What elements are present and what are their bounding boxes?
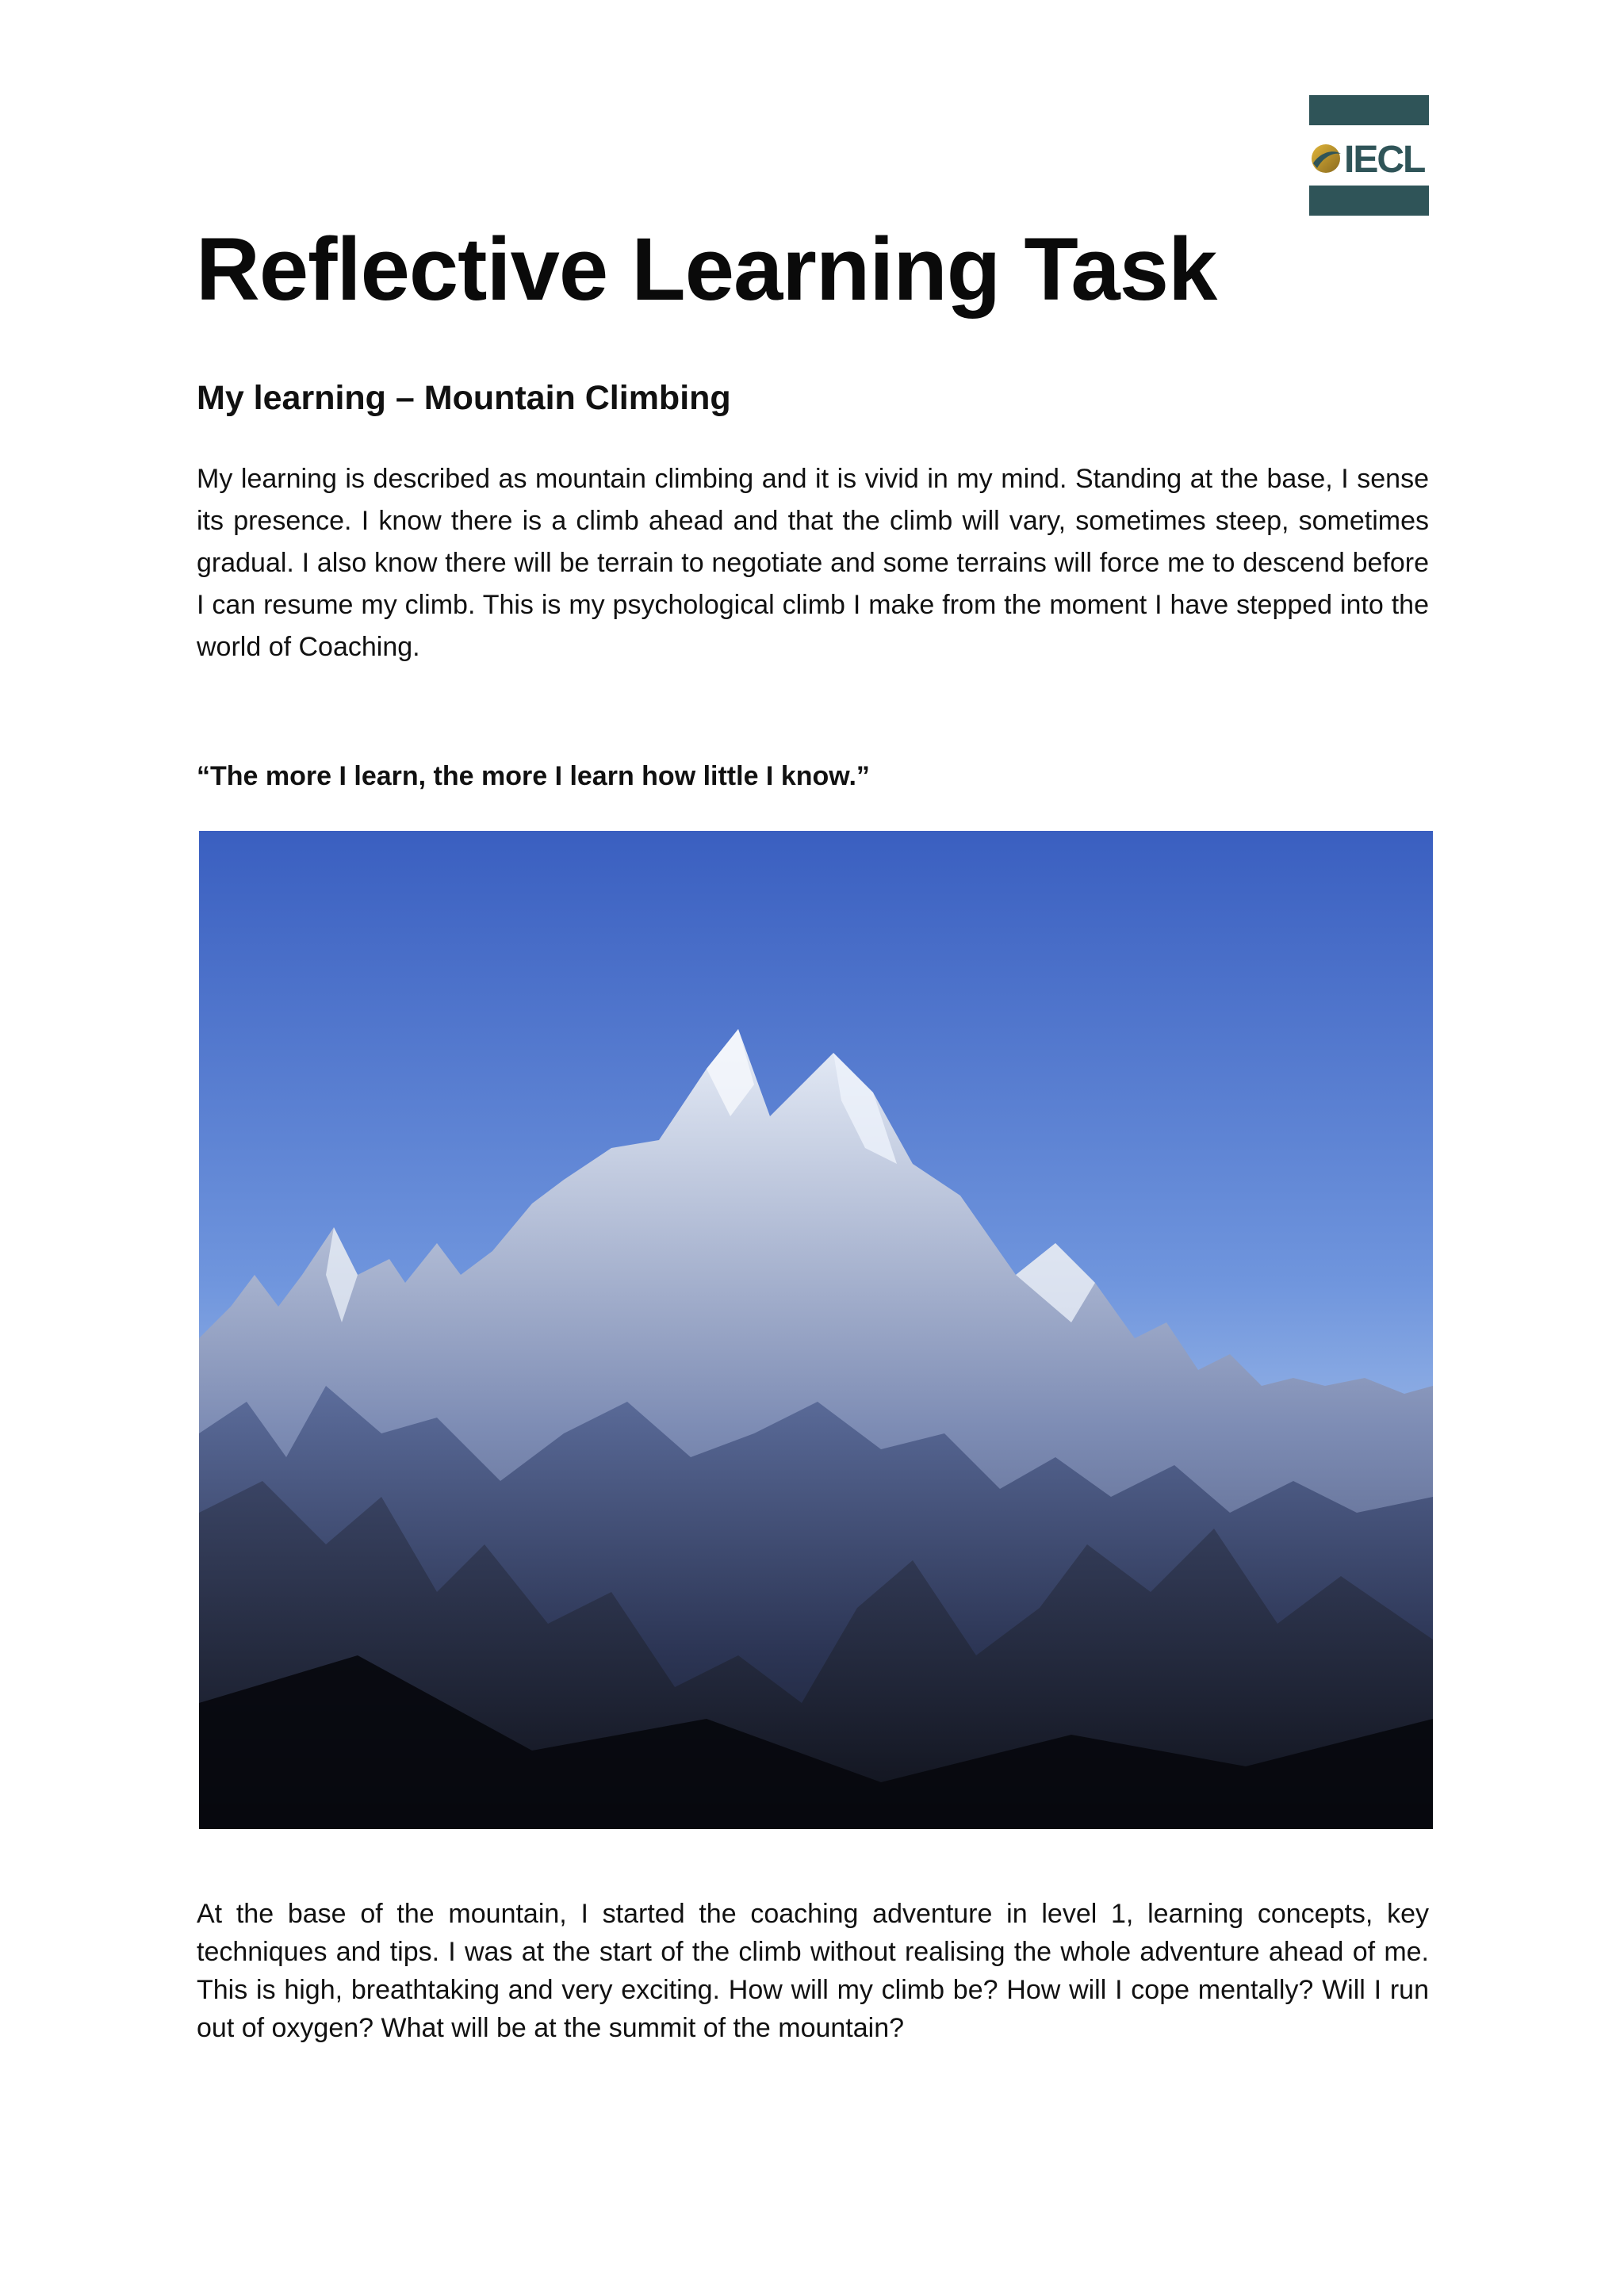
quote: “The more I learn, the more I learn how little I know.” [197, 761, 870, 791]
reflection-paragraph: At the base of the mountain, I started the coaching adventure in level 1, learning concepts, key techniques and tips. I was at the start of the climb without realising the whole adventure ahead of me. This is high, breathtaking and very exciting. How will my climb be? How will I cope mentally? Will I run out of oxygen? What will be at the summit of the mountain? [197, 1899, 1429, 2043]
svg-text:IECL: IECL [1344, 139, 1425, 179]
iecl-logo-icon [1309, 135, 1429, 179]
intro-paragraph: My learning is described as mountain climbing and it is vivid in my mind. Standing at the base, I sense its presence. I know there is a climb ahead and that the climb will vary, sometimes steep, sometimes gradual. I also know there will be terrain to negotiate and some terrains will force me to descend before I can resume my climb. This is my psychological climb I make from the moment I have stepped into the world of Coaching. [197, 464, 1429, 662]
logo-bottom-bar [1309, 186, 1429, 216]
mountain-photo [199, 831, 1433, 1829]
iecl-logo [1309, 95, 1429, 216]
page-title: Reflective Learning Task [196, 220, 1217, 319]
logo-top-bar [1309, 95, 1429, 125]
section-heading: My learning – Mountain Climbing [197, 379, 731, 417]
